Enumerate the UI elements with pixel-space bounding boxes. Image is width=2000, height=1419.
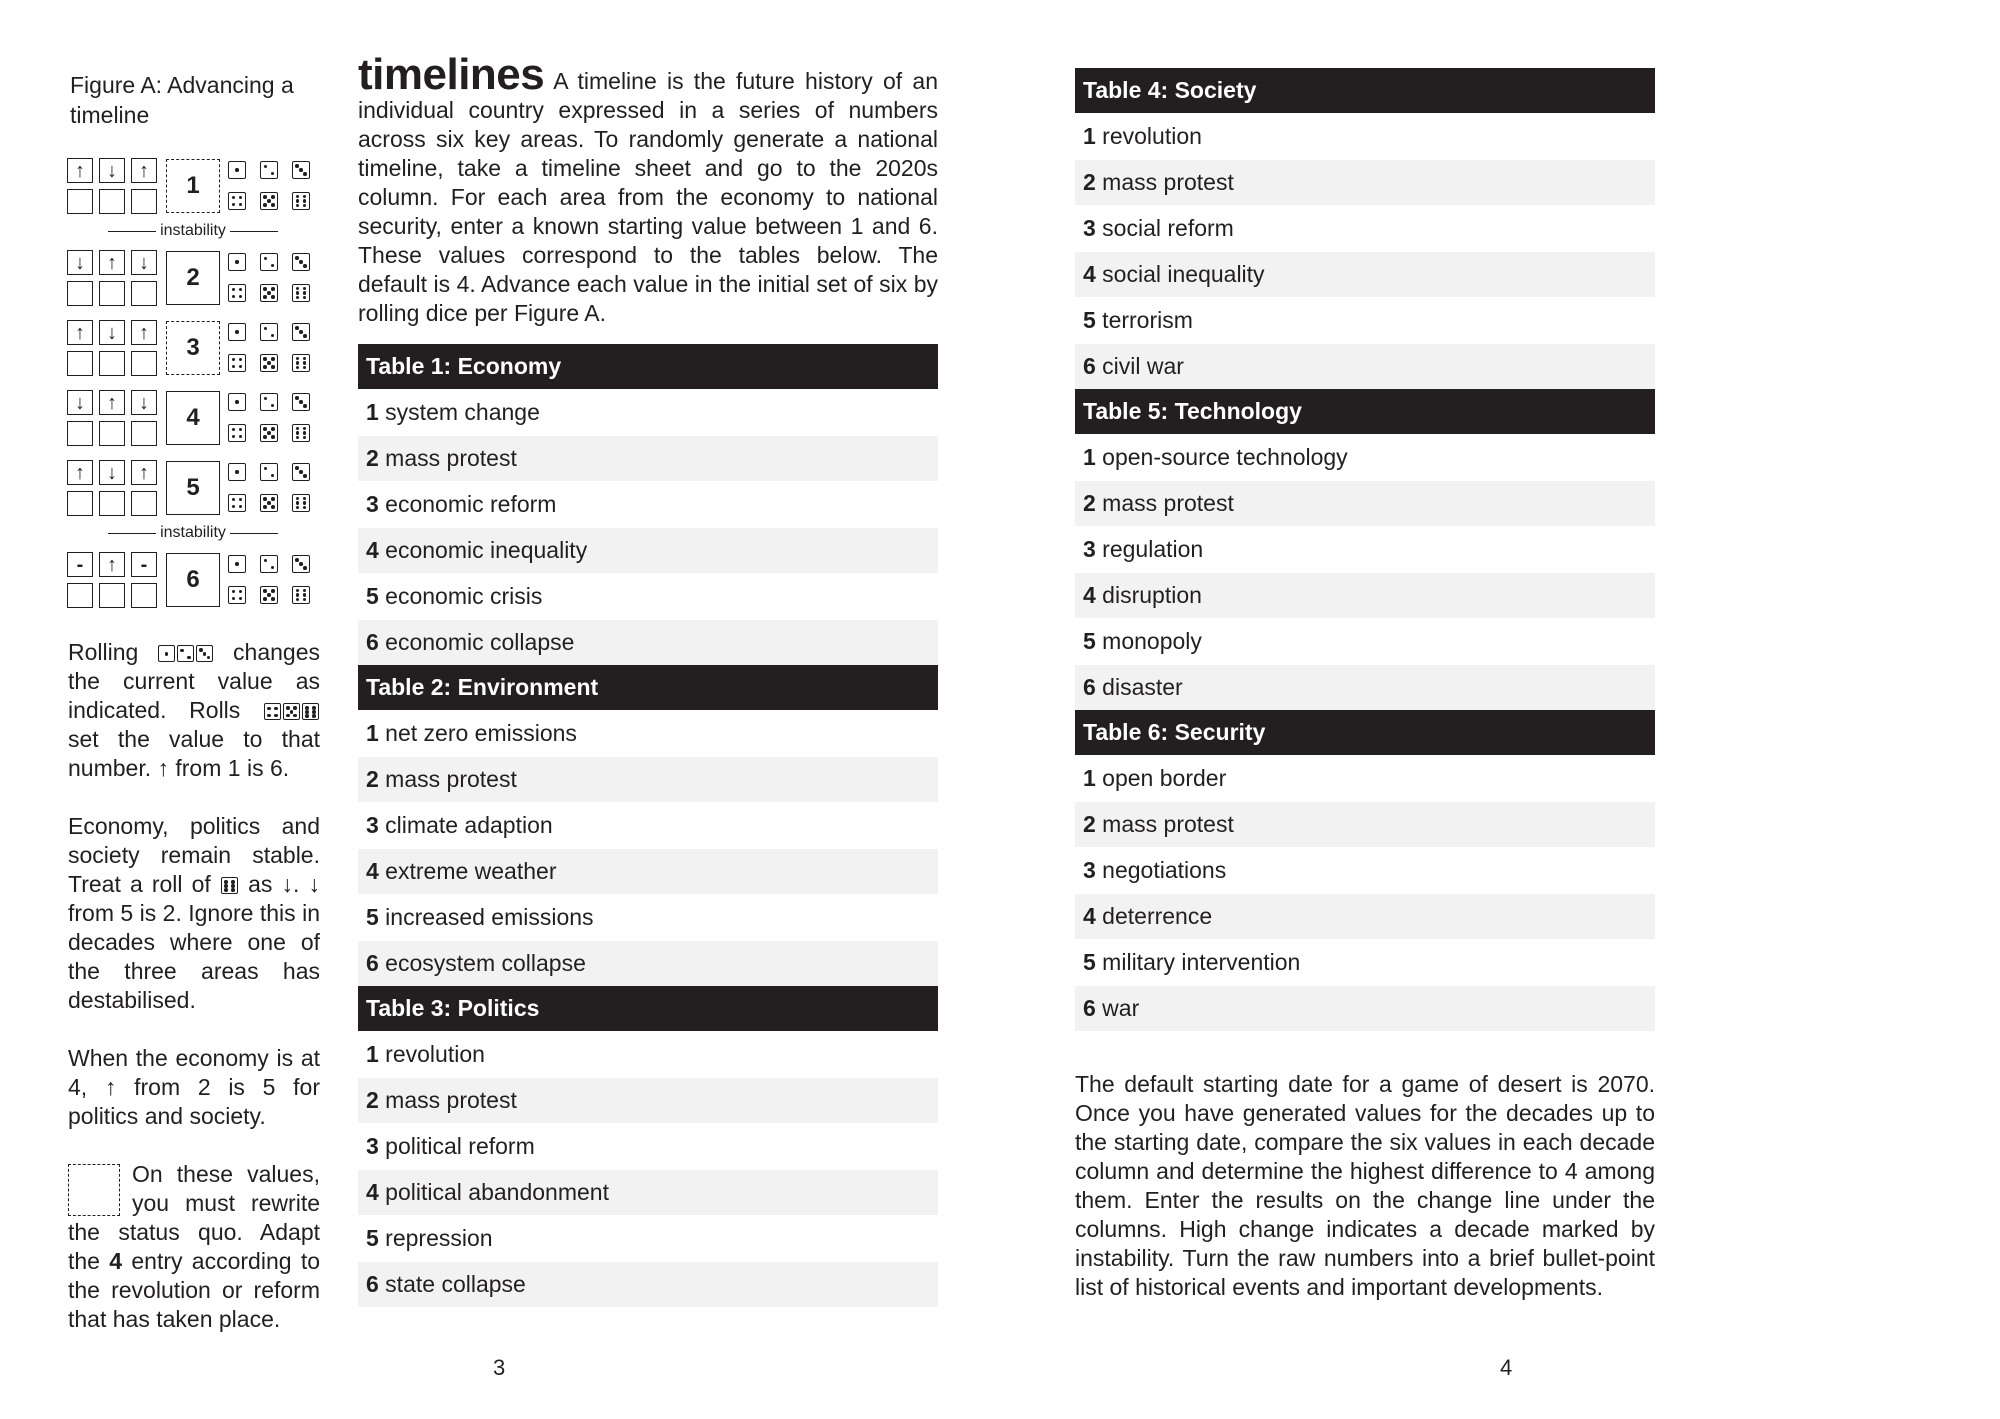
dice-6-icon [220, 871, 239, 897]
row-number: 1 [366, 399, 379, 425]
dice-1-2-3-icon [157, 639, 214, 665]
die-face-2-icon [260, 463, 278, 481]
die-face-6-icon [292, 494, 310, 512]
table-row [358, 849, 938, 894]
die-face-4-icon [228, 494, 246, 512]
closing-paragraph: The default starting date for a game of desert is 2070. Once you have generated values for the decades up to the starting date, compare the six values in each decade column and determine the highest difference to 4 among them. Enter the results on the change line under the columns. High change indicates a decade marked by instability. Turn the raw numbers into a brief bullet-point list of historical events and important developments. [1075, 1071, 1655, 1300]
row-number: 3 [366, 812, 379, 838]
row-number: 6 [366, 950, 379, 976]
die-face-6-icon [221, 877, 238, 894]
lookup-table [358, 344, 938, 665]
table-row [1075, 986, 1655, 1031]
table-row [358, 895, 938, 940]
empty-cell [99, 189, 125, 214]
die-face-5-icon [260, 424, 278, 442]
row-number: 3 [1083, 857, 1096, 883]
arrow-cell: ↑ [67, 320, 93, 345]
dice-grid [228, 253, 314, 302]
row-number: 2 [1083, 490, 1096, 516]
row-text: social reform [1095, 215, 1234, 241]
row-text: mass protest [1095, 811, 1234, 837]
table-row [358, 711, 938, 756]
die-face-1-icon [228, 555, 246, 573]
arrow-cell: - [131, 552, 157, 577]
row-text: negotiations [1095, 857, 1227, 883]
dice-grid [228, 323, 314, 372]
empty-cell [131, 491, 157, 516]
dice-grid [228, 463, 314, 512]
row-number: 5 [1083, 628, 1096, 654]
die-face-1-icon [228, 161, 246, 179]
die-face-3-icon [196, 645, 213, 662]
empty-cell [131, 281, 157, 306]
table-row [358, 390, 938, 435]
right-tables [1075, 68, 1655, 1031]
die-face-3-icon [292, 253, 310, 271]
row-text: state collapse [378, 1271, 526, 1297]
table-row [1075, 298, 1655, 343]
row-text: regulation [1095, 536, 1204, 562]
row-text: mass protest [1095, 490, 1234, 516]
lookup-table [1075, 68, 1655, 389]
row-number: 2 [366, 445, 379, 471]
arrow-cell: ↑ [131, 460, 157, 485]
die-face-3-icon [292, 161, 310, 179]
die-face-1-icon [228, 323, 246, 341]
dice-grid [228, 161, 314, 210]
intro-body: A timeline is the future history of an individual country expressed in a series of numbers across six key areas. To randomly generate a national timeline, take a timeline sheet and go to the 2020s column. For each area from the economy to national security, enter a known starting value between 1 and 6. These values correspond to the tables below. The default is 4. Advance each value in the initial set of six by rolling dice per Figure A. [358, 68, 938, 326]
table-title: Table 3: Politics [358, 986, 938, 1031]
row-number: 4 [366, 537, 379, 563]
row-text: system change [378, 399, 540, 425]
row-text: climate adaption [378, 812, 553, 838]
row-text: open-source technology [1095, 444, 1348, 470]
row-text: economic collapse [378, 629, 575, 655]
die-face-5-icon [260, 586, 278, 604]
row-text: ecosystem collapse [378, 950, 586, 976]
row-text: war [1095, 995, 1140, 1021]
row-number: 3 [1083, 536, 1096, 562]
die-face-6-icon [292, 284, 310, 302]
row-text: increased emissions [378, 904, 594, 930]
table-row [1075, 252, 1655, 297]
table-row [1075, 481, 1655, 526]
table-title: Table 2: Environment [358, 665, 938, 710]
row-text: economic crisis [378, 583, 543, 609]
row-number: 1 [1083, 765, 1096, 791]
table-title: Table 1: Economy [358, 344, 938, 389]
empty-cell [67, 189, 93, 214]
die-face-5-icon [283, 703, 300, 720]
die-face-4-icon [228, 354, 246, 372]
row-number: 1 [1083, 123, 1096, 149]
dashed-box-icon [68, 1164, 120, 1216]
row-number: 1 [366, 720, 379, 746]
empty-cell [131, 583, 157, 608]
table-title: Table 5: Technology [1075, 389, 1655, 434]
arrow-cell: ↓ [67, 390, 93, 415]
table-row [358, 1124, 938, 1169]
empty-cell [131, 421, 157, 446]
table-row [1075, 894, 1655, 939]
row-number: 3 [366, 1133, 379, 1159]
row-number: 4 [1083, 903, 1096, 929]
die-face-6-icon [292, 586, 310, 604]
table-row [358, 620, 938, 665]
arrow-cell: ↑ [67, 158, 93, 183]
table-row [1075, 848, 1655, 893]
die-face-3-icon [292, 555, 310, 573]
die-face-2-icon [260, 323, 278, 341]
arrow-cell: ↑ [67, 460, 93, 485]
table-row [358, 574, 938, 619]
rules-paragraph-status-quo: On these values, you must rewrite the status quo. Adapt the 4 entry according to the revolution or reform that has taken place. [68, 1161, 321, 1332]
table-title: Table 6: Security [1075, 710, 1655, 755]
arrow-cell: ↑ [131, 320, 157, 345]
row-number: 6 [1083, 353, 1096, 379]
empty-cell [131, 189, 157, 214]
table-row [1075, 435, 1655, 480]
row-number: 1 [1083, 444, 1096, 470]
row-text: economic inequality [378, 537, 588, 563]
row-number: 3 [366, 491, 379, 517]
lookup-table [358, 665, 938, 986]
row-text: military intervention [1095, 949, 1301, 975]
instability-label: instability [160, 222, 226, 239]
die-face-5-icon [260, 284, 278, 302]
lookup-table [358, 986, 938, 1307]
row-text: open border [1095, 765, 1227, 791]
table-row [358, 941, 938, 986]
row-number: 4 [1083, 582, 1096, 608]
arrow-grid [67, 158, 163, 220]
die-face-1-icon [158, 645, 175, 662]
table-row [358, 803, 938, 848]
arrow-cell: - [67, 552, 93, 577]
arrow-grid [67, 250, 163, 312]
row-number: 6 [366, 629, 379, 655]
table-row [1075, 619, 1655, 664]
row-number: 5 [366, 904, 379, 930]
rules-paragraph-economy: When the economy is at 4, ↑ from 2 is 5 for politics and society. [68, 1045, 320, 1129]
row-text: revolution [378, 1041, 485, 1067]
lookup-table [1075, 389, 1655, 710]
arrow-cell: ↓ [131, 250, 157, 275]
row-text: revolution [1095, 123, 1202, 149]
arrow-grid [67, 320, 163, 382]
value-box: 5 [166, 461, 220, 515]
row-text: social inequality [1095, 261, 1265, 287]
table-row [1075, 802, 1655, 847]
table-row [358, 528, 938, 573]
row-text: political abandonment [378, 1179, 609, 1205]
row-text: civil war [1095, 353, 1184, 379]
arrow-cell: ↓ [99, 320, 125, 345]
die-face-6-icon [292, 424, 310, 442]
row-text: monopoly [1095, 628, 1202, 654]
row-text: political reform [378, 1133, 535, 1159]
row-text: disaster [1095, 674, 1183, 700]
rules-sidebar [68, 638, 320, 1363]
rules-paragraph-rolling: Rolling changes the current value as indicated. Rolls set the value to that number. ↑ from 1 is 6. [68, 639, 321, 781]
row-number: 5 [1083, 949, 1096, 975]
value-box: 1 [166, 159, 220, 213]
table-row [358, 1170, 938, 1215]
die-face-3-icon [292, 323, 310, 341]
table-row [1075, 573, 1655, 618]
table-row [358, 436, 938, 481]
value-box: 2 [166, 251, 220, 305]
row-number: 4 [1083, 261, 1096, 287]
arrow-grid [67, 390, 163, 452]
row-number: 2 [1083, 169, 1096, 195]
table-row [1075, 527, 1655, 572]
row-number: 5 [1083, 307, 1096, 333]
die-face-3-icon [292, 393, 310, 411]
empty-cell [67, 583, 93, 608]
arrow-grid [67, 552, 163, 614]
row-number: 6 [1083, 674, 1096, 700]
die-face-5-icon [260, 192, 278, 210]
die-face-6-icon [292, 192, 310, 210]
die-face-1-icon [228, 393, 246, 411]
row-text: mass protest [1095, 169, 1234, 195]
row-text: mass protest [378, 445, 517, 471]
table-row [1075, 940, 1655, 985]
row-number: 6 [366, 1271, 379, 1297]
arrow-cell: ↓ [99, 460, 125, 485]
table-row [358, 1216, 938, 1261]
section-heading: timelines [358, 50, 545, 99]
table-row [1075, 114, 1655, 159]
value-box: 3 [166, 321, 220, 375]
die-face-2-icon [260, 253, 278, 271]
table-row [1075, 206, 1655, 251]
row-number: 2 [366, 1087, 379, 1113]
row-number: 5 [366, 1225, 379, 1251]
figure-title: Figure A: Advancing a timeline [70, 72, 294, 128]
row-number: 3 [1083, 215, 1096, 241]
table-row [1075, 344, 1655, 389]
row-number: 5 [366, 583, 379, 609]
die-face-3-icon [292, 463, 310, 481]
row-number: 2 [1083, 811, 1096, 837]
row-text: deterrence [1095, 903, 1213, 929]
die-face-6-icon [302, 703, 319, 720]
empty-cell [131, 351, 157, 376]
arrow-cell: ↑ [131, 158, 157, 183]
empty-cell [99, 281, 125, 306]
row-text: repression [378, 1225, 493, 1251]
table-row [358, 1078, 938, 1123]
table-row [1075, 665, 1655, 710]
lookup-table [1075, 710, 1655, 1031]
row-text: mass protest [378, 766, 517, 792]
die-face-4-icon [228, 586, 246, 604]
table-row [1075, 160, 1655, 205]
table-row [358, 757, 938, 802]
row-number: 1 [366, 1041, 379, 1067]
rules-paragraph-stability: Economy, politics and society remain stable. Treat a roll of as ↓. ↓ from 5 is 2. Ignore this in decades where one of the three areas has destabilised. [68, 813, 320, 1013]
empty-cell [99, 583, 125, 608]
die-face-2-icon [177, 645, 194, 662]
die-face-1-icon [228, 253, 246, 271]
row-text: terrorism [1095, 307, 1193, 333]
table-row [358, 482, 938, 527]
empty-cell [99, 351, 125, 376]
page-number-left: 3 [493, 1355, 506, 1380]
arrow-cell: ↓ [67, 250, 93, 275]
dice-grid [228, 555, 314, 604]
row-text: mass protest [378, 1087, 517, 1113]
row-number: 6 [1083, 995, 1096, 1021]
timelines-intro [358, 50, 938, 328]
row-text: disruption [1095, 582, 1202, 608]
instability-divider [108, 524, 278, 542]
die-face-5-icon [260, 354, 278, 372]
arrow-cell: ↑ [99, 250, 125, 275]
die-face-4-icon [228, 284, 246, 302]
empty-cell [67, 421, 93, 446]
dice-4-5-6-icon [263, 697, 320, 723]
arrow-cell: ↑ [99, 552, 125, 577]
value-box: 4 [166, 391, 220, 445]
die-face-1-icon [228, 463, 246, 481]
die-face-4-icon [264, 703, 281, 720]
instability-divider [108, 222, 278, 240]
die-face-5-icon [260, 494, 278, 512]
row-text: economic reform [378, 491, 557, 517]
row-number: 2 [366, 766, 379, 792]
row-text: net zero emissions [378, 720, 577, 746]
row-text: extreme weather [378, 858, 557, 884]
instability-label: instability [160, 524, 226, 541]
die-face-4-icon [228, 424, 246, 442]
row-number: 4 [366, 858, 379, 884]
row-number: 4 [366, 1179, 379, 1205]
empty-cell [99, 421, 125, 446]
page-number-right: 4 [1500, 1355, 1513, 1380]
left-tables [358, 344, 938, 1307]
dice-grid [228, 393, 314, 442]
empty-cell [67, 491, 93, 516]
table-row [358, 1262, 938, 1307]
arrow-cell: ↑ [99, 390, 125, 415]
die-face-2-icon [260, 555, 278, 573]
empty-cell [67, 281, 93, 306]
empty-cell [99, 491, 125, 516]
table-row [358, 1032, 938, 1077]
table-title: Table 4: Society [1075, 68, 1655, 113]
table-row [1075, 756, 1655, 801]
arrow-grid [67, 460, 163, 522]
arrow-cell: ↓ [131, 390, 157, 415]
die-face-4-icon [228, 192, 246, 210]
die-face-2-icon [260, 161, 278, 179]
value-box: 6 [166, 553, 220, 607]
empty-cell [67, 351, 93, 376]
die-face-2-icon [260, 393, 278, 411]
arrow-cell: ↓ [99, 158, 125, 183]
die-face-6-icon [292, 354, 310, 372]
